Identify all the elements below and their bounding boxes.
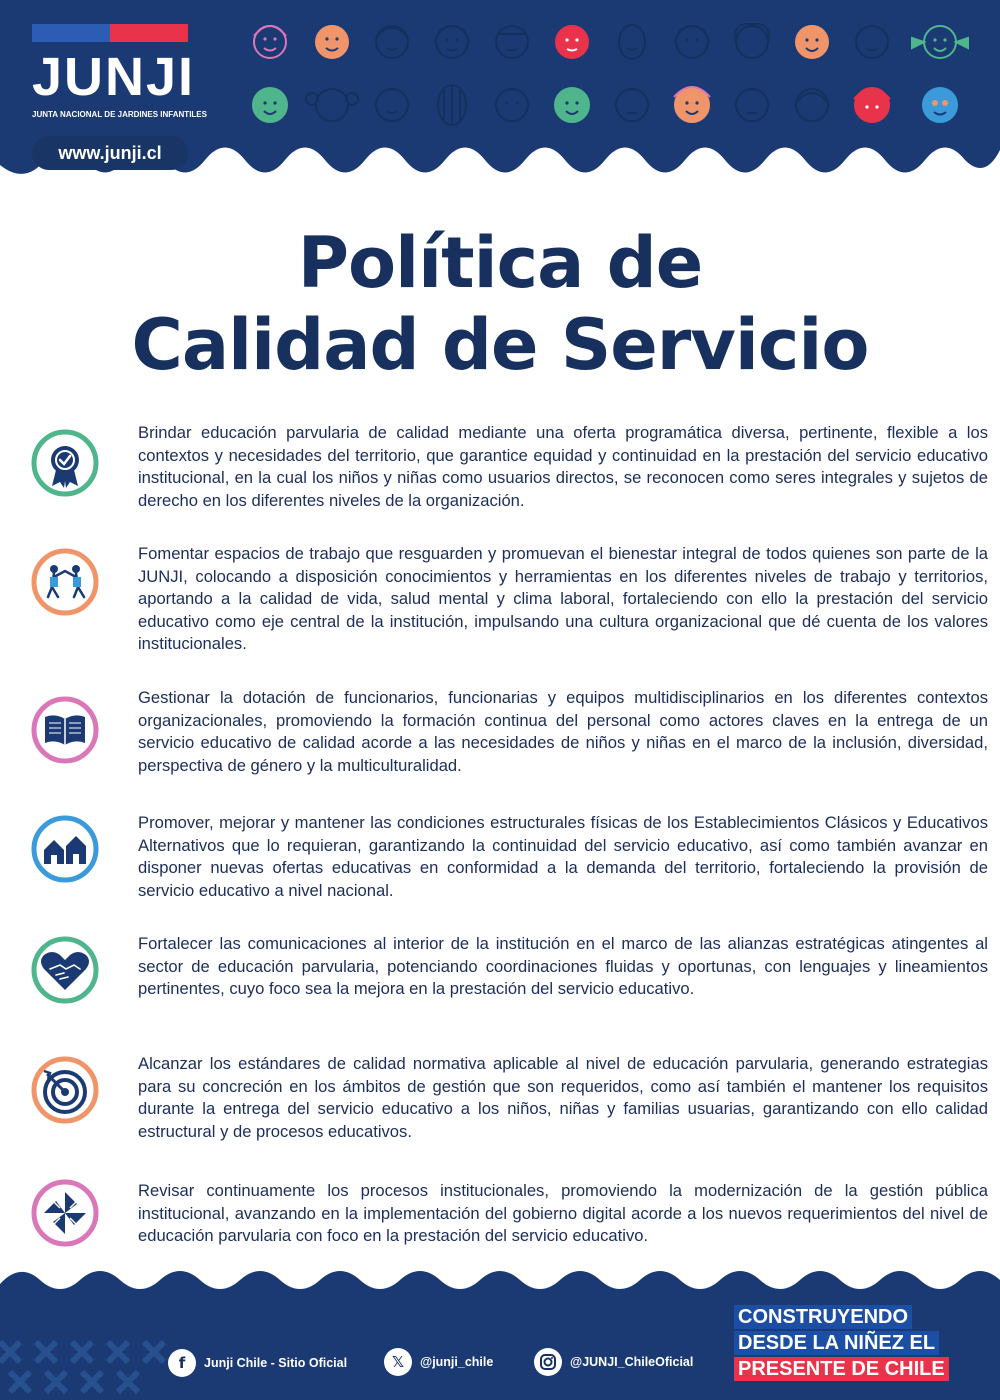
face-icon bbox=[555, 88, 589, 122]
face-icon bbox=[674, 87, 710, 122]
instagram-label: @JUNJI_ChileOficial bbox=[570, 1355, 694, 1369]
policy-text-2: Fomentar espacios de trabajo que resguarden y promuevan el bienestar integral de todos quienes son parte de la JUNJI, colocando a disposición conocimientos y herramientas en los diferentes niveles de trabajo y territorios, aportando a la calidad de vida, salud mental y clima laboral, fortaleciendo con ello la prestación del servicio educativo como eje central de la institución, impulsando una cultura organizacional que dé cuenta de los valores institucionales. bbox=[138, 544, 988, 653]
face-icon bbox=[676, 26, 708, 58]
houses-icon bbox=[30, 814, 100, 884]
logo-subtitle: JUNTA NACIONAL DE JARDINES INFANTILES bbox=[32, 110, 207, 119]
face-icon bbox=[796, 26, 828, 58]
face-icon bbox=[376, 89, 408, 121]
slogan-line-1: CONSTRUYENDO bbox=[734, 1305, 912, 1329]
face-icon bbox=[316, 26, 348, 58]
slogan-line-3: PRESENTE DE CHILE bbox=[734, 1357, 949, 1381]
policy-text-5: Fortalecer las comunicaciones al interior de la institución en el marco de las alianzas estratégicas atingentes al sector de educación parvularia, potenciando coordinaciones fluidas y oportunas, con lenguajes y lineamientos pertinentes, cuyo foco sea la mejora en la prestación del servicio educativo. bbox=[138, 934, 988, 998]
title-line-1: Política de bbox=[297, 222, 703, 304]
page-header bbox=[0, 0, 1000, 200]
face-icon bbox=[854, 88, 890, 122]
face-icon bbox=[856, 26, 888, 58]
policy-text-3: Gestionar la dotación de funcionarios, funcionarias y equipos multidisciplinarios en los diferentes contextos organizacionales, promoviendo la formación continua del personal como actores claves en la entrega de un servicio educativo de calidad acorde a las necesidades de niños y niñas en el marco de la inclusión, diversidad, perspectiva de género y la multiculturalidad. bbox=[138, 688, 988, 775]
target-icon bbox=[30, 1055, 100, 1125]
face-icon bbox=[736, 89, 768, 121]
page-title bbox=[0, 222, 1000, 386]
face-icon bbox=[619, 25, 645, 59]
face-icon bbox=[735, 24, 768, 58]
twitter-label: @junji_chile bbox=[420, 1355, 494, 1369]
policy-text-6: Alcanzar los estándares de calidad normativa aplicable al nivel de educación parvularia, generando estrategias para su concreción en los ámbitos de gestión que son requeridos, como así también el mantener los requisitos durante la entrega del servicio educativo a los niños, niñas y familias usuarias, garantizando con ello calidad estructural y de procesos educativos. bbox=[138, 1054, 988, 1141]
face-icon bbox=[912, 26, 968, 58]
handshake-heart-icon bbox=[30, 935, 100, 1005]
instagram-link[interactable] bbox=[534, 1348, 693, 1376]
face-icon bbox=[496, 26, 528, 58]
face-icon bbox=[306, 89, 358, 121]
title-line-2: Calidad de Servicio bbox=[131, 304, 869, 386]
face-icon bbox=[436, 26, 468, 58]
face-icon bbox=[556, 26, 588, 58]
face-icon bbox=[496, 89, 528, 121]
face-icon bbox=[923, 88, 957, 122]
pinwheel-icon bbox=[30, 1178, 100, 1248]
open-book-icon bbox=[30, 695, 100, 765]
face-icon bbox=[254, 26, 286, 58]
facebook-link[interactable] bbox=[168, 1349, 347, 1377]
junji-logo: JUNJI bbox=[32, 47, 196, 107]
facebook-label: Junji Chile - Sitio Oficial bbox=[204, 1356, 348, 1370]
face-icon bbox=[616, 89, 648, 121]
brand-color-bar bbox=[32, 24, 188, 42]
face-icon bbox=[253, 88, 287, 122]
twitter-link[interactable] bbox=[384, 1348, 493, 1376]
policy-text-4: Promover, mejorar y mantener las condiciones estructurales físicas de los Establecimientos Clásicos y Educativos Alternativos que lo requieran, garantizando la continuidad del servicio educativo, así como también avanzar en disponer nuevas ofertas educativas en conformidad a la demanda del territorio, fortaleciendo la provisión de servicio educativo a nivel nacional. bbox=[138, 813, 988, 900]
policy-text-7: Revisar continuamente los procesos institucionales, promoviendo la modernización de la gestión pública institucional, avanzando en la implementación del gobierno digital acorde a los nuevos requerimientos del nivel de educación parvularia con foco en la prestación del servicio educativo. bbox=[138, 1181, 988, 1245]
slogan-line-2: DESDE LA NIÑEZ EL bbox=[734, 1331, 939, 1355]
x-twitter-icon: 𝕏 bbox=[384, 1348, 412, 1376]
website-link[interactable]: www.junji.cl bbox=[32, 136, 188, 170]
children-playing-icon bbox=[30, 547, 100, 617]
face-icon bbox=[438, 85, 466, 125]
facebook-icon: f bbox=[168, 1349, 196, 1377]
face-icon bbox=[376, 26, 408, 58]
policy-text-1: Brindar educación parvularia de calidad mediante una oferta programática diversa, pertinente, flexible a los contextos y necesidades del territorio, que garantice equidad y continuidad en la prestación del servicio educativo institucional, en la cual los niños y niñas como usuarios directos, se reconocen como seres integrales y sujetos de derecho en los diferentes niveles de la organización. bbox=[138, 423, 988, 510]
rosette-check-icon bbox=[30, 428, 100, 498]
instagram-icon bbox=[534, 1348, 562, 1376]
children-faces-pattern bbox=[240, 10, 1000, 140]
face-icon bbox=[796, 89, 828, 121]
